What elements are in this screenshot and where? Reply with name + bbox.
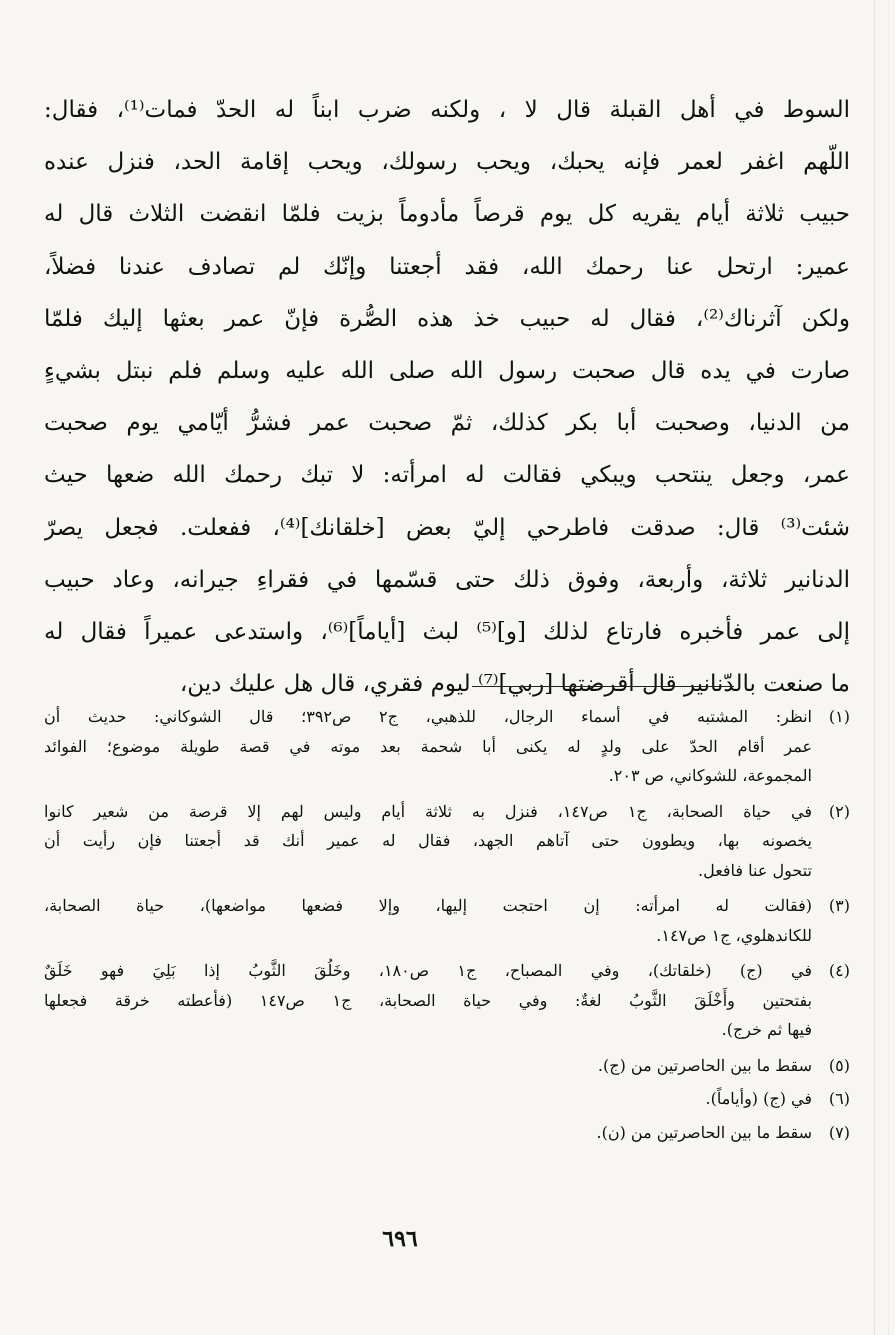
page-number: ٦٩٦ <box>382 1226 418 1252</box>
footnote-number: (٣) <box>828 896 850 915</box>
footnote-line: انظر: المشتبه في أسماء الرجال، للذهبي، ج٢ ص٣٩٢؛ قال الشوكاني: حديث أن <box>44 707 812 726</box>
body-line: من الدنيا، وصحبت أبا بكر كذلك، ثمّ صحبت عمر فشرُّ أيّامي يوم صحبت <box>44 410 850 437</box>
body-line: إلى عمر فأخبره فارتاع لذلك [و]⁽⁵⁾ لبث [أياماً]⁽⁶⁾، واستدعى عميراً فقال له <box>44 618 850 645</box>
footnote-line: المجموعة، للشوكاني، ص ٢٠٣. <box>608 766 812 785</box>
footnote-text <box>44 797 812 886</box>
body-line: شئت⁽³⁾ قال: صدقت فاطرحي إليّ بعض [خلقانك]⁽⁴⁾، ففعلت. فجعل يصرّ <box>44 514 850 541</box>
footnote-text <box>44 702 812 791</box>
footnote-number: (٥) <box>828 1055 850 1075</box>
footnote-line: سقط ما بين الحاصرتين من (ج). <box>597 1055 812 1075</box>
footnote-text <box>44 1084 812 1114</box>
footnote-line: سقط ما بين الحاصرتين من (ن). <box>596 1122 812 1142</box>
scan-edge-inner <box>888 0 893 1335</box>
footnote-separator <box>472 686 734 687</box>
footnote-number: (٢) <box>828 801 850 821</box>
footnote-3 <box>44 891 850 950</box>
footnote-5 <box>44 1051 850 1081</box>
body-line: اللّهم اغفر لعمر فإنه يحبك، ويحب رسولك، ويحب إقامة الحد، فنزل عنده <box>44 149 850 176</box>
main-text <box>44 84 850 710</box>
footnote-line: (فقالت له امرأته: إن احتجت إليها، وإلا فضعها مواضعها)، حياة الصحابة، <box>44 896 812 915</box>
scan-edge <box>874 0 889 1335</box>
footnote-line: فيها ثم خرج). <box>721 1020 812 1039</box>
footnote-line: بفتحتين وأَخْلَقَ الثَّوبُ لغةٌ: وفي حياة الصحابة، ج١ ص١٤٧ (فأعطته خرقة فجعلها <box>44 990 812 1010</box>
footnote-line: يخصونه بها، ويطوون حتى آتاهم الجهد، فقال له عمير أنك قد أجعتنا فإن رأيت أن <box>44 831 812 850</box>
footnote-text <box>44 1118 812 1148</box>
footnote-1 <box>44 702 850 791</box>
body-line: ولكن آثرناك⁽²⁾، فقال له حبيب خذ هذه الصُّرة فإنّ عمر بعثها إليك فلمّا <box>44 305 850 332</box>
footnote-text <box>44 891 812 950</box>
footnote-7 <box>44 1118 850 1148</box>
footnote-number: (١) <box>828 707 850 726</box>
footnote-text <box>44 956 812 1045</box>
footnote-line: في حياة الصحابة، ج١ ص١٤٧، فنزل به ثلاثة أيام وليس لهم إلا قرصة من شعير كانوا <box>44 801 812 821</box>
footnote-number: (٤) <box>828 961 850 980</box>
footnote-line: للكاندهلوي، ج١ ص١٤٧. <box>656 925 812 945</box>
footnote-line: عمر أقام الحدّ على ولدٍ له يكنى أبا شحمة بعد موته في قصة طويلة موضوع؛ الفوائد <box>44 736 812 756</box>
footnote-line: تتحول عنا فافعل. <box>697 860 812 880</box>
body-line: حبيب ثلاثة أيام يقريه كل يوم قرصاً مأدوماً بزيت فلمّا انقضت الثلاث قال له <box>44 201 850 228</box>
footnote-text <box>44 1051 812 1081</box>
footnote-4 <box>44 956 850 1045</box>
body-line: ما صنعت بالدّنانير قال أقرضتها [ربي]⁽⁷⁾ ليوم فقري، قال هل عليك دين، <box>179 671 850 698</box>
footnote-line: في (ج) (وأياماً). <box>705 1089 812 1108</box>
footnote-line: في (ج) (خلقاتك)، وفي المصباح، ج١ ص١٨٠، وخَلُقَ الثَّوبُ إذا بَلِيَ فهو خَلَقٌ <box>44 961 812 980</box>
footnote-6 <box>44 1084 850 1114</box>
body-line: صارت في يده قال صحبت رسول الله صلى الله عليه وسلم فلم نبتل بشيءٍ <box>44 357 850 384</box>
body-line: عمر، وجعل ينتحب ويبكي فقالت له امرأته: لا تبك رحمك الله ضعها حيث <box>44 462 850 489</box>
footnote-number: (٦) <box>828 1089 850 1108</box>
footnote-2 <box>44 797 850 886</box>
body-line: عمير: ارتحل عنا رحمك الله، فقد أجعتنا وإنّك لم تصادف عندنا فضلاً، <box>44 253 850 280</box>
footnotes <box>44 702 850 1151</box>
footnote-number: (٧) <box>828 1122 850 1142</box>
body-line: الدنانير ثلاثة، وأربعة، وفوق ذلك حتى قسّمها في فقراءِ جيرانه، وعاد حبيب <box>44 566 850 593</box>
body-line: السوط في أهل القبلة قال لا ، ولكنه ضرب ابناً له الحدّ فمات⁽¹⁾، فقال: <box>44 97 850 123</box>
